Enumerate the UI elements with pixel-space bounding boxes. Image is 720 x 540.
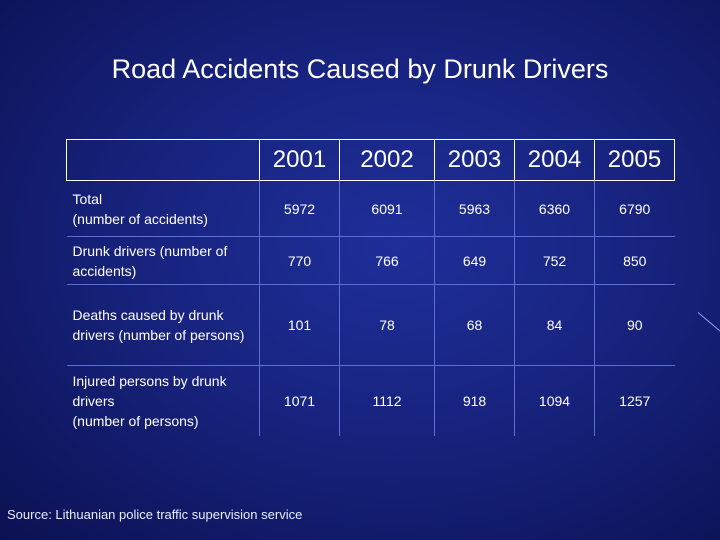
year-header: 2003 — [435, 140, 515, 181]
cell-value: 918 — [435, 366, 515, 436]
year-header: 2002 — [340, 140, 435, 181]
header-blank-cell — [67, 140, 260, 181]
cell-value: 78 — [340, 285, 435, 366]
cell-value: 1257 — [595, 366, 675, 436]
cell-value: 6091 — [340, 181, 435, 237]
cell-value: 101 — [260, 285, 340, 366]
source-note: Source: Lithuanian police traffic supervision service — [7, 507, 303, 522]
year-header: 2001 — [260, 140, 340, 181]
table-row — [67, 285, 675, 366]
cell-value: 1094 — [515, 366, 595, 436]
cell-value: 6360 — [515, 181, 595, 237]
header-row — [67, 140, 675, 181]
cell-value: 752 — [515, 237, 595, 285]
year-header: 2004 — [515, 140, 595, 181]
cell-value: 68 — [435, 285, 515, 366]
cell-value: 770 — [260, 237, 340, 285]
row-label: Drunk drivers (number of accidents) — [67, 237, 260, 285]
cell-value: 84 — [515, 285, 595, 366]
row-label: Deaths caused by drunk drivers (number of persons) — [67, 285, 260, 366]
cell-value: 1112 — [340, 366, 435, 436]
cell-value: 649 — [435, 237, 515, 285]
accidents-table — [66, 139, 675, 436]
cell-value: 6790 — [595, 181, 675, 237]
cell-value: 5972 — [260, 181, 340, 237]
cell-value: 766 — [340, 237, 435, 285]
slide-title: Road Accidents Caused by Drunk Drivers — [111, 54, 609, 84]
decorative-line — [698, 312, 720, 335]
cell-value: 1071 — [260, 366, 340, 436]
table-row — [67, 237, 675, 285]
row-label: Injured persons by drunk drivers (number of persons) — [67, 366, 260, 436]
table-row — [67, 181, 675, 237]
year-header: 2005 — [595, 140, 675, 181]
cell-value: 90 — [595, 285, 675, 366]
cell-value: 850 — [595, 237, 675, 285]
table-row — [67, 366, 675, 436]
row-label: Total (number of accidents) — [72, 190, 208, 227]
cell-value: 5963 — [435, 181, 515, 237]
